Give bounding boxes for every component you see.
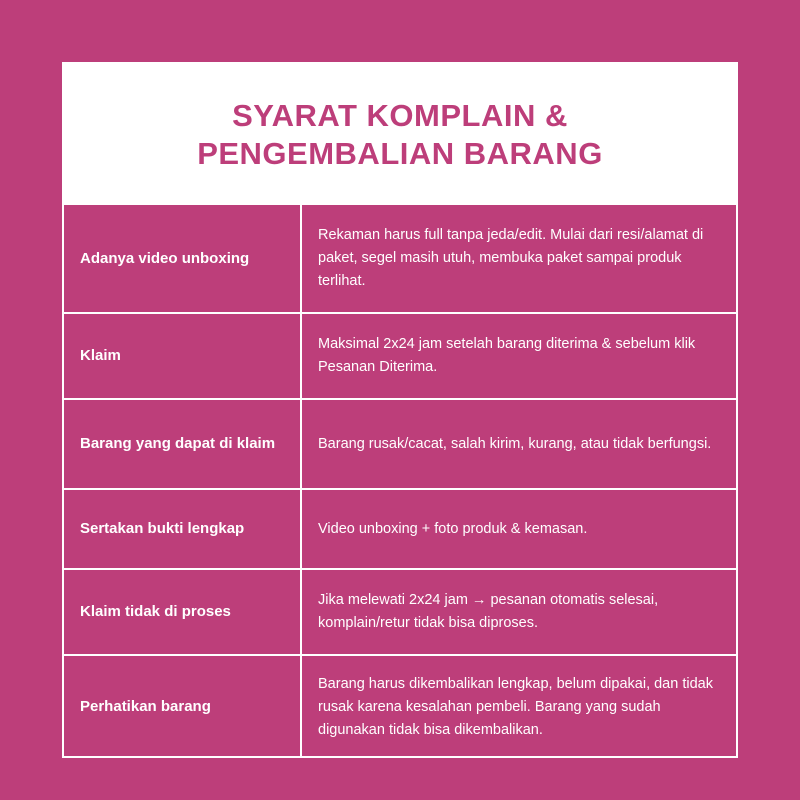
row-description: Jika melewati 2x24 jam → pesanan otomatis selesai, komplain/retur tidak bisa diproses. — [318, 592, 659, 631]
terms-card — [62, 62, 738, 758]
row-label: Perhatikan barang — [64, 656, 302, 758]
row-label: Adanya video unboxing — [64, 205, 302, 312]
row-label: Klaim — [64, 314, 302, 398]
page-title-line-1: SYARAT KOMPLAIN & — [232, 97, 568, 133]
page-title — [197, 97, 603, 173]
table-row — [64, 568, 736, 654]
row-label: Sertakan bukti lengkap — [64, 490, 302, 568]
row-label: Klaim tidak di proses — [64, 570, 302, 654]
page-title-line-2: PENGEMBALIAN BARANG — [197, 135, 603, 171]
row-description: Barang rusak/cacat, salah kirim, kurang, atau tidak berfungsi. — [318, 435, 712, 452]
table-row — [64, 312, 736, 398]
row-description: Maksimal 2x24 jam setelah barang diterima & sebelum klik Pesanan Diterima. — [318, 336, 696, 375]
terms-table — [64, 205, 736, 758]
row-description: Barang harus dikembalikan lengkap, belum dipakai, dan tidak rusak karena kesalahan pembeli. Barang yang sudah digunakan tidak bisa dikembalikan. — [318, 675, 713, 738]
row-description: Video unboxing + foto produk & kemasan. — [318, 520, 588, 537]
table-row — [64, 488, 736, 568]
table-row — [64, 205, 736, 312]
title-box — [64, 64, 736, 205]
row-description: Rekaman harus full tanpa jeda/edit. Mulai dari resi/alamat di paket, segel masih utuh, membuka paket sampai produk terlihat. — [318, 227, 704, 289]
row-label: Barang yang dapat di klaim — [64, 400, 302, 488]
table-row — [64, 398, 736, 488]
table-row — [64, 654, 736, 758]
